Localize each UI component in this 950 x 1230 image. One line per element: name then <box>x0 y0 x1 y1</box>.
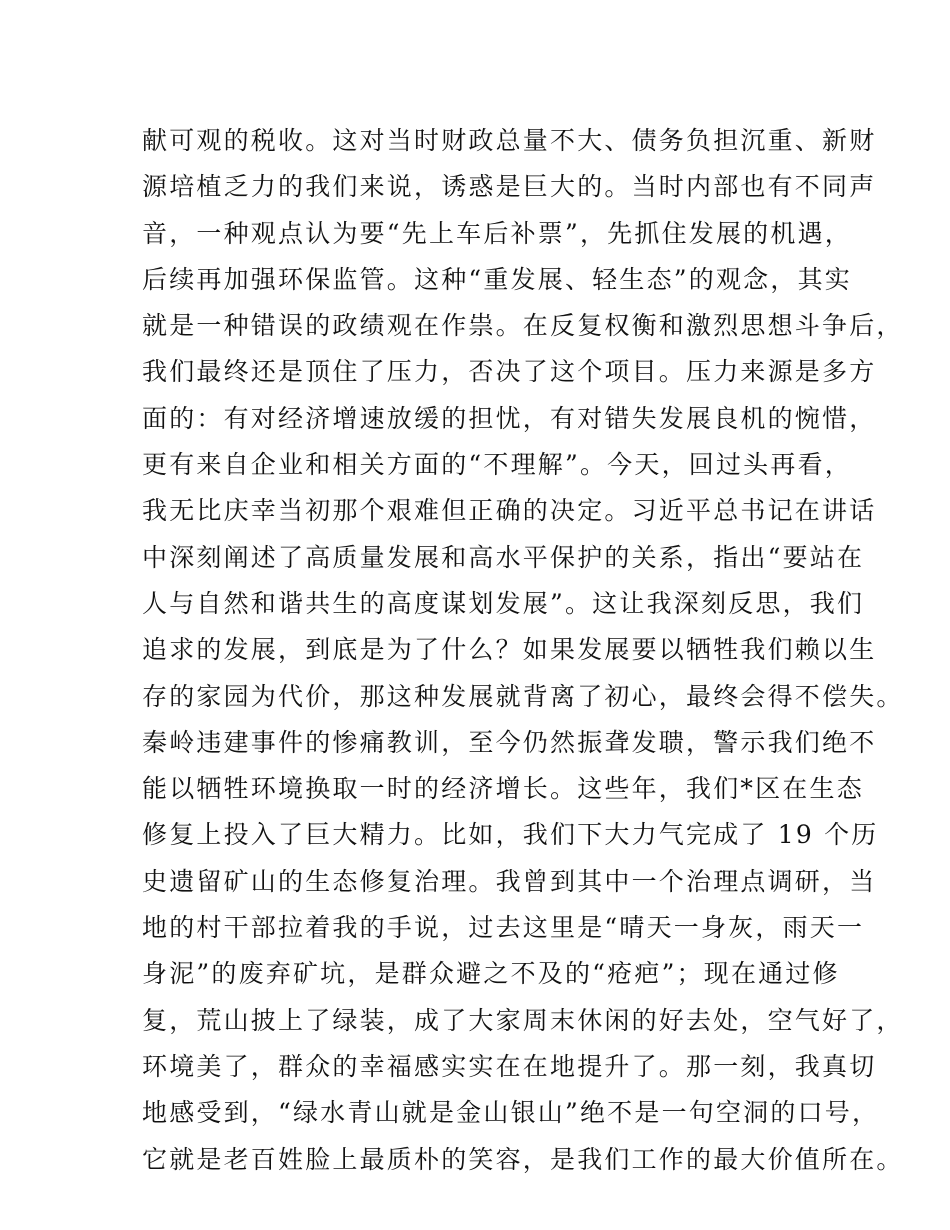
text-line: 存的家园为代价，那这种发展就背离了初心，最终会得不偿失。 <box>142 681 904 711</box>
text-line: 环境美了，群众的幸福感实实在在地提升了。那一刻，我真切 <box>142 1051 877 1081</box>
text-line: 面的：有对经济增速放缓的担忧，有对错失发展良机的惋惜， <box>142 403 877 433</box>
text-line: 修复上投入了巨大精力。比如，我们下大力气完成了 19 个历 <box>142 820 879 850</box>
text-line: 地的村干部拉着我的手说，过去这里是“晴天一身灰，雨天一 <box>142 913 865 943</box>
text-line: 地感受到，“绿水青山就是金山银山”绝不是一句空洞的口号， <box>142 1098 880 1128</box>
text-line: 源培植乏力的我们来说，诱惑是巨大的。当时内部也有不同声 <box>142 172 877 202</box>
text-line: 就是一种错误的政绩观在作祟。在反复权衡和激烈思想斗争后， <box>142 311 904 341</box>
text-line: 献可观的税收。这对当时财政总量不大、债务负担沉重、新财 <box>142 126 877 155</box>
text-line: 我无比庆幸当初那个艰难但正确的决定。习近平总书记在讲话 <box>142 496 877 526</box>
text-line: 我们最终还是顶住了压力，否决了这个项目。压力来源是多方 <box>142 357 877 387</box>
text-line: 复，荒山披上了绿装，成了大家周末休闲的好去处，空气好了， <box>142 1005 904 1035</box>
text-line: 史遗留矿山的生态修复治理。我曾到其中一个治理点调研，当 <box>142 866 877 896</box>
text-line: 能以牺牲环境换取一时的经济增长。这些年，我们*区在生态 <box>142 774 864 804</box>
text-line: 中深刻阐述了高质量发展和高水平保护的关系，指出“要站在 <box>142 542 865 572</box>
text-line: 秦岭违建事件的惨痛教训，至今仍然振聋发聩，警示我们绝不 <box>142 727 877 757</box>
text-line: 身泥”的废弃矿坑，是群众避之不及的“疮疤”；现在通过修 <box>142 959 840 989</box>
text-line: 追求的发展，到底是为了什么？如果发展要以牺牲我们赖以生 <box>142 635 877 665</box>
text-line: 人与自然和谐共生的高度谋划发展”。这让我深刻反思，我们 <box>142 588 865 618</box>
body-text <box>142 118 904 1183</box>
text-line: 后续再加强环保监管。这种“重发展、轻生态”的观念，其实 <box>142 264 852 294</box>
text-line: 更有来自企业和相关方面的“不理解”。今天，回过头再看， <box>142 450 852 480</box>
text-line: 音，一种观点认为要“先上车后补票”，先抓住发展的机遇， <box>142 218 852 248</box>
text-line: 它就是老百姓脸上最质朴的笑容，是我们工作的最大价值所在。 <box>142 1144 904 1174</box>
